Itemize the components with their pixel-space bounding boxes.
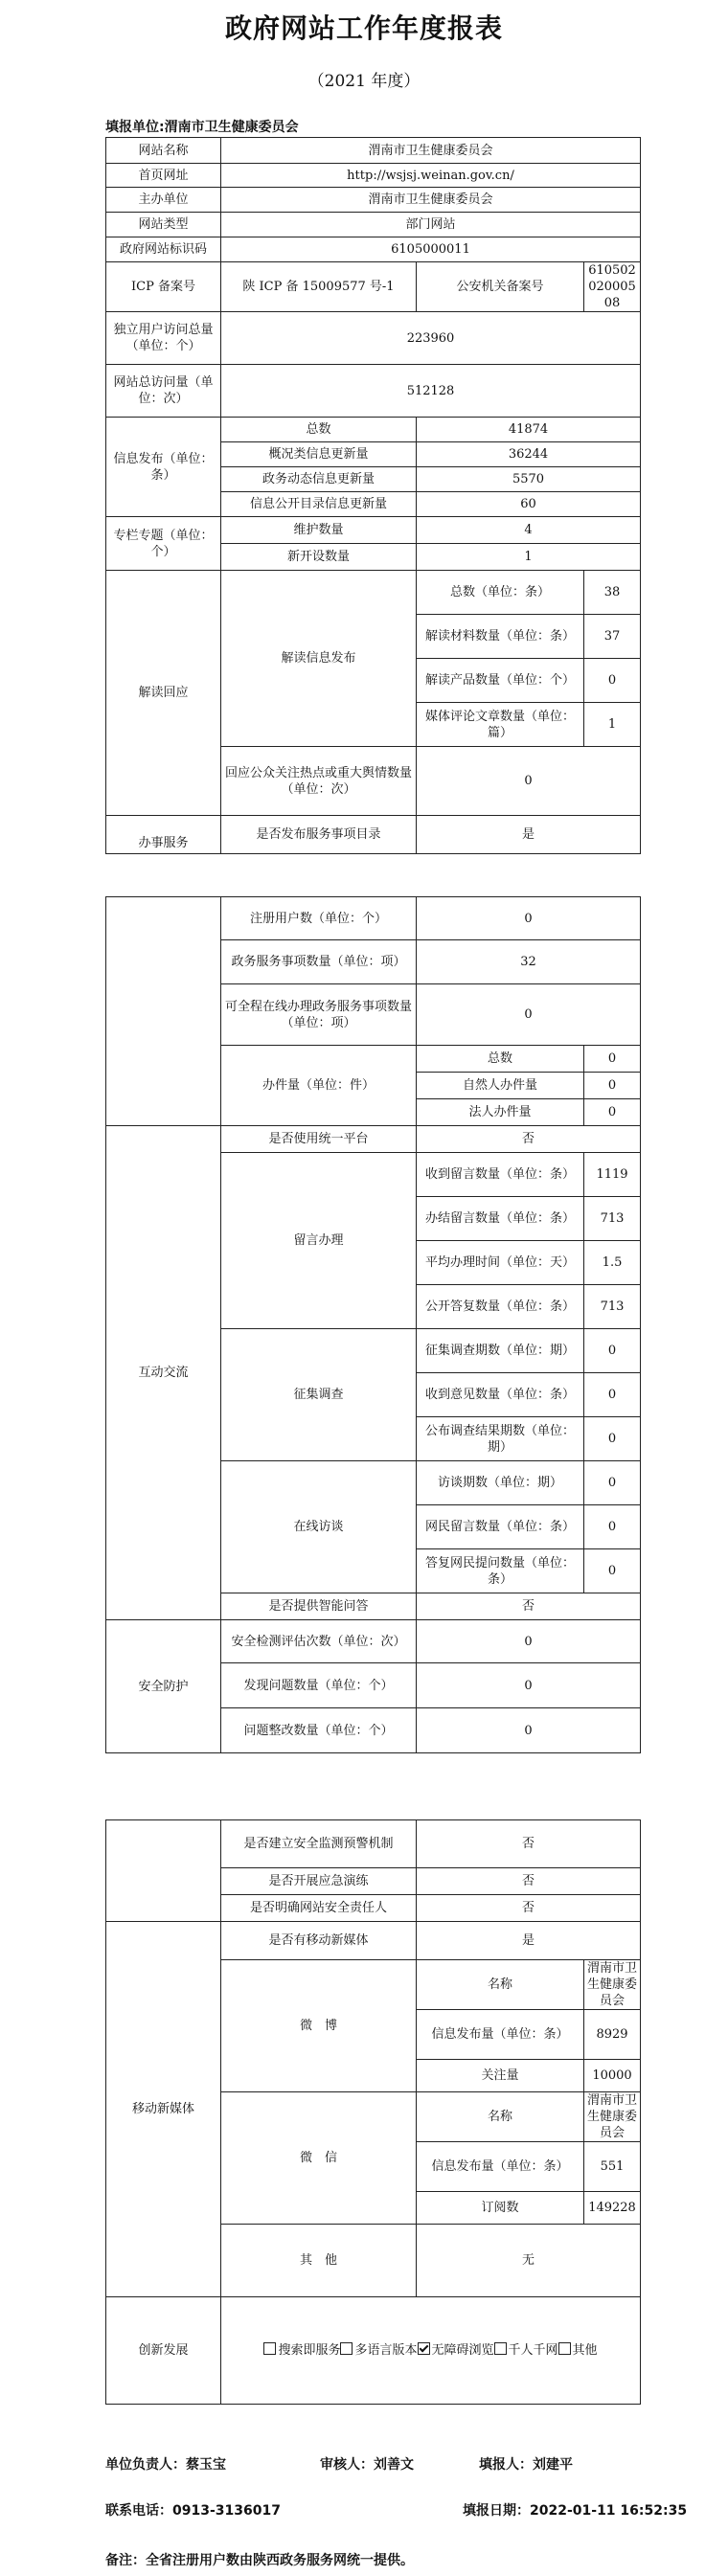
cell-label: 安全检测评估次数（单位：次）: [221, 1620, 417, 1663]
option-accessible[interactable]: [418, 2343, 494, 2358]
interpret-product: 0: [584, 659, 641, 703]
visitors-value: 223960: [221, 312, 641, 365]
checkbox-checked-icon[interactable]: [418, 2342, 430, 2355]
handle-total: 0: [584, 1046, 641, 1073]
cell-label: 信息发布量（单位：条）: [417, 2010, 584, 2060]
service-items: 32: [417, 940, 641, 984]
platform-value: 否: [417, 1126, 641, 1153]
cell-label: 网站总访问量（单位：次）: [106, 365, 221, 418]
section-label: 互动交流: [106, 1126, 221, 1620]
cell-label: 信息公开目录信息更新量: [221, 492, 417, 517]
table-row: [106, 816, 641, 854]
interpret-total: 38: [584, 571, 641, 615]
innovation-options: [221, 2297, 641, 2405]
option-label: 无障碍浏览: [431, 2343, 494, 2358]
site-code: 6105000011: [221, 237, 641, 262]
table-row: [106, 312, 641, 365]
checkbox-icon[interactable]: [340, 2342, 353, 2355]
service-interaction-table: [105, 896, 641, 1753]
cell-label: 公安机关备案号: [417, 262, 584, 312]
cell-label: 政府网站标识码: [106, 237, 221, 262]
table-row: [106, 164, 641, 188]
reviewer: 审核人：刘善文: [320, 2457, 414, 2473]
cell-label: 总数（单位：条）: [417, 571, 584, 615]
cell-label: 征集调查期数（单位：期）: [417, 1329, 584, 1373]
msg-done: 713: [584, 1197, 641, 1241]
cell-label: 是否使用统一平台: [221, 1126, 417, 1153]
cell-label: 订阅数: [417, 2192, 584, 2225]
sub-label: 微 博: [221, 1960, 417, 2092]
interview-count: 0: [584, 1461, 641, 1505]
section-label: 解读回应: [106, 571, 221, 816]
section-label: [106, 897, 221, 1126]
weibo-posts: 8929: [584, 2010, 641, 2060]
cell-label: 办结留言数量（单位：条）: [417, 1197, 584, 1241]
handle-natural: 0: [584, 1073, 641, 1099]
column-new: 1: [417, 544, 641, 571]
unit-head: 单位负责人：蔡玉宝: [105, 2457, 226, 2473]
checkbox-icon[interactable]: [263, 2342, 276, 2355]
security-owner: 否: [417, 1895, 641, 1922]
basic-info-table: [105, 137, 641, 854]
cell-label: 公开答复数量（单位：条）: [417, 1285, 584, 1329]
preparer: 填报人：刘建平: [479, 2457, 573, 2473]
table-row: [106, 213, 641, 237]
cell-label: 网民留言数量（单位：条）: [417, 1505, 584, 1549]
cell-label: 总数: [221, 418, 417, 442]
contact-phone: 联系电话：0913-3136017: [105, 2503, 281, 2519]
security-media-table: [105, 1819, 641, 2405]
cell-label: 是否发布服务事项目录: [221, 816, 417, 854]
cell-label: 可全程在线办理政务服务事项数量（单位：项）: [221, 984, 417, 1046]
security-fixed: 0: [417, 1708, 641, 1753]
cell-label: 解读产品数量（单位：个）: [417, 659, 584, 703]
cell-label: 是否有移动新媒体: [221, 1922, 417, 1960]
page-title: 政府网站工作年度报表: [224, 12, 503, 44]
option-label: 其他: [572, 2343, 598, 2358]
msg-avg: 1.5: [584, 1241, 641, 1285]
cell-label: 独立用户访问总量（单位：个）: [106, 312, 221, 365]
site-name: 渭南市卫生健康委员会: [221, 138, 641, 164]
table-row: [106, 517, 641, 544]
weibo-follow: 10000: [584, 2060, 641, 2092]
service-online: 0: [417, 984, 641, 1046]
info-catalog: 60: [417, 492, 641, 517]
section-label: 办事服务: [106, 816, 221, 854]
cell-label: 是否开展应急演练: [221, 1868, 417, 1895]
cell-label: 法人办件量: [417, 1099, 584, 1126]
home-url[interactable]: http://wsjsj.weinan.gov.cn/: [221, 164, 641, 188]
wechat-name: 渭南市卫生健康委员会: [584, 2092, 641, 2142]
sub-label: 解读信息发布: [221, 571, 417, 747]
cell-label: 公布调查结果期数（单位：期）: [417, 1417, 584, 1461]
table-row: [106, 1922, 641, 1960]
cell-label: 发现问题数量（单位：个）: [221, 1663, 417, 1708]
cell-label: 名称: [417, 2092, 584, 2142]
table-row: [106, 138, 641, 164]
cell-label: 首页网址: [106, 164, 221, 188]
table-row: [106, 1620, 641, 1663]
cell-label: 政务服务事项数量（单位：项）: [221, 940, 417, 984]
info-overview: 36244: [417, 442, 641, 467]
handle-legal: 0: [584, 1099, 641, 1126]
cell-label: 回应公众关注热点或重大舆情数量（单位：次）: [221, 747, 417, 816]
section-label: 专栏专题（单位：个）: [106, 517, 221, 571]
cell-label: 概况类信息更新量: [221, 442, 417, 467]
checkbox-icon[interactable]: [558, 2342, 571, 2355]
smart-value: 否: [417, 1593, 641, 1620]
security-monitor: 否: [417, 1820, 641, 1868]
survey-count: 0: [584, 1329, 641, 1373]
option-other[interactable]: [558, 2343, 598, 2358]
cell-label: 收到意见数量（单位：条）: [417, 1373, 584, 1417]
security-found: 0: [417, 1663, 641, 1708]
cell-label: 主办单位: [106, 188, 221, 213]
security-checks: 0: [417, 1620, 641, 1663]
interview-netizen: 0: [584, 1505, 641, 1549]
option-label: 多语言版本: [354, 2343, 418, 2358]
police-number: 61050202000508: [584, 262, 641, 312]
option-label: 搜索即服务: [278, 2343, 341, 2358]
cell-label: 注册用户数（单位：个）: [221, 897, 417, 940]
service-catalog: 是: [417, 816, 641, 854]
footnote: 备注：全省注册用户数由陕西政务服务网统一提供。: [105, 2553, 414, 2568]
option-label: 千人千网: [508, 2343, 558, 2358]
report-year: （2021 年度）: [307, 72, 421, 91]
column-maintain: 4: [417, 517, 641, 544]
cell-label: 媒体评论文章数量（单位：篇）: [417, 703, 584, 747]
table-row: [106, 237, 641, 262]
option-personalized[interactable]: [494, 2343, 558, 2358]
sub-label: 微 信: [221, 2092, 417, 2225]
section-label: [106, 1820, 221, 1922]
table-row: [106, 188, 641, 213]
sub-label: 留言办理: [221, 1153, 417, 1329]
sub-label: 办件量（单位：件）: [221, 1046, 417, 1126]
table-row: [106, 897, 641, 940]
cell-label: ICP 备案号: [106, 262, 221, 312]
cell-label: 自然人办件量: [417, 1073, 584, 1099]
cell-label: 平均办理时间（单位：天）: [417, 1241, 584, 1285]
interview-answers: 0: [584, 1549, 641, 1593]
option-search[interactable]: [263, 2343, 340, 2358]
msg-received: 1119: [584, 1153, 641, 1197]
wechat-subs: 149228: [584, 2192, 641, 2225]
info-total: 41874: [417, 418, 641, 442]
cell-label: 新开设数量: [221, 544, 417, 571]
interpret-response: 0: [417, 747, 641, 816]
table-row: [106, 262, 641, 312]
media-has: 是: [417, 1922, 641, 1960]
cell-label: 答复网民提问数量（单位：条）: [417, 1549, 584, 1593]
table-row: [106, 571, 641, 615]
cell-label: 解读材料数量（单位：条）: [417, 615, 584, 659]
fill-date: 填报日期：2022-01-11 16:52:35: [463, 2503, 688, 2519]
weibo-name: 渭南市卫生健康委员会: [584, 1960, 641, 2010]
table-row: [106, 365, 641, 418]
msg-public: 713: [584, 1285, 641, 1329]
site-type: 部门网站: [221, 213, 641, 237]
host-unit: 渭南市卫生健康委员会: [221, 188, 641, 213]
interpret-material: 37: [584, 615, 641, 659]
sub-label: 其 他: [221, 2225, 417, 2297]
section-label: 安全防护: [106, 1620, 221, 1753]
cell-label: 维护数量: [221, 517, 417, 544]
sub-label: 在线访谈: [221, 1461, 417, 1593]
interpret-media: 1: [584, 703, 641, 747]
media-other: 无: [417, 2225, 641, 2297]
table-row: [106, 1126, 641, 1153]
cell-label: 信息发布量（单位：条）: [417, 2142, 584, 2192]
section-label: 创新发展: [106, 2297, 221, 2405]
cell-label: 名称: [417, 1960, 584, 2010]
cell-label: 是否提供智能问答: [221, 1593, 417, 1620]
checkbox-icon[interactable]: [494, 2342, 507, 2355]
cell-label: 总数: [417, 1046, 584, 1073]
cell-label: 政务动态信息更新量: [221, 467, 417, 492]
cell-label: 是否明确网站安全责任人: [221, 1895, 417, 1922]
cell-label: 访谈期数（单位：期）: [417, 1461, 584, 1505]
section-label: 信息发布（单位：条）: [106, 418, 221, 517]
section-label: 移动新媒体: [106, 1922, 221, 2297]
option-multilang[interactable]: [340, 2343, 417, 2358]
cell-label: 是否建立安全监测预警机制: [221, 1820, 417, 1868]
filling-unit: 填报单位:渭南市卫生健康委员会: [105, 120, 299, 135]
views-value: 512128: [221, 365, 641, 418]
security-drill: 否: [417, 1868, 641, 1895]
cell-label: 收到留言数量（单位：条）: [417, 1153, 584, 1197]
cell-label: 关注量: [417, 2060, 584, 2092]
table-row: [106, 418, 641, 442]
wechat-posts: 551: [584, 2142, 641, 2192]
survey-opinions: 0: [584, 1373, 641, 1417]
service-users: 0: [417, 897, 641, 940]
table-row: [106, 1820, 641, 1868]
icp-number: 陕 ICP 备 15009577 号-1: [221, 262, 417, 312]
sub-label: 征集调查: [221, 1329, 417, 1461]
table-row: [106, 2297, 641, 2405]
survey-results: 0: [584, 1417, 641, 1461]
cell-label: 问题整改数量（单位：个）: [221, 1708, 417, 1753]
cell-label: 网站名称: [106, 138, 221, 164]
info-news: 5570: [417, 467, 641, 492]
cell-label: 网站类型: [106, 213, 221, 237]
